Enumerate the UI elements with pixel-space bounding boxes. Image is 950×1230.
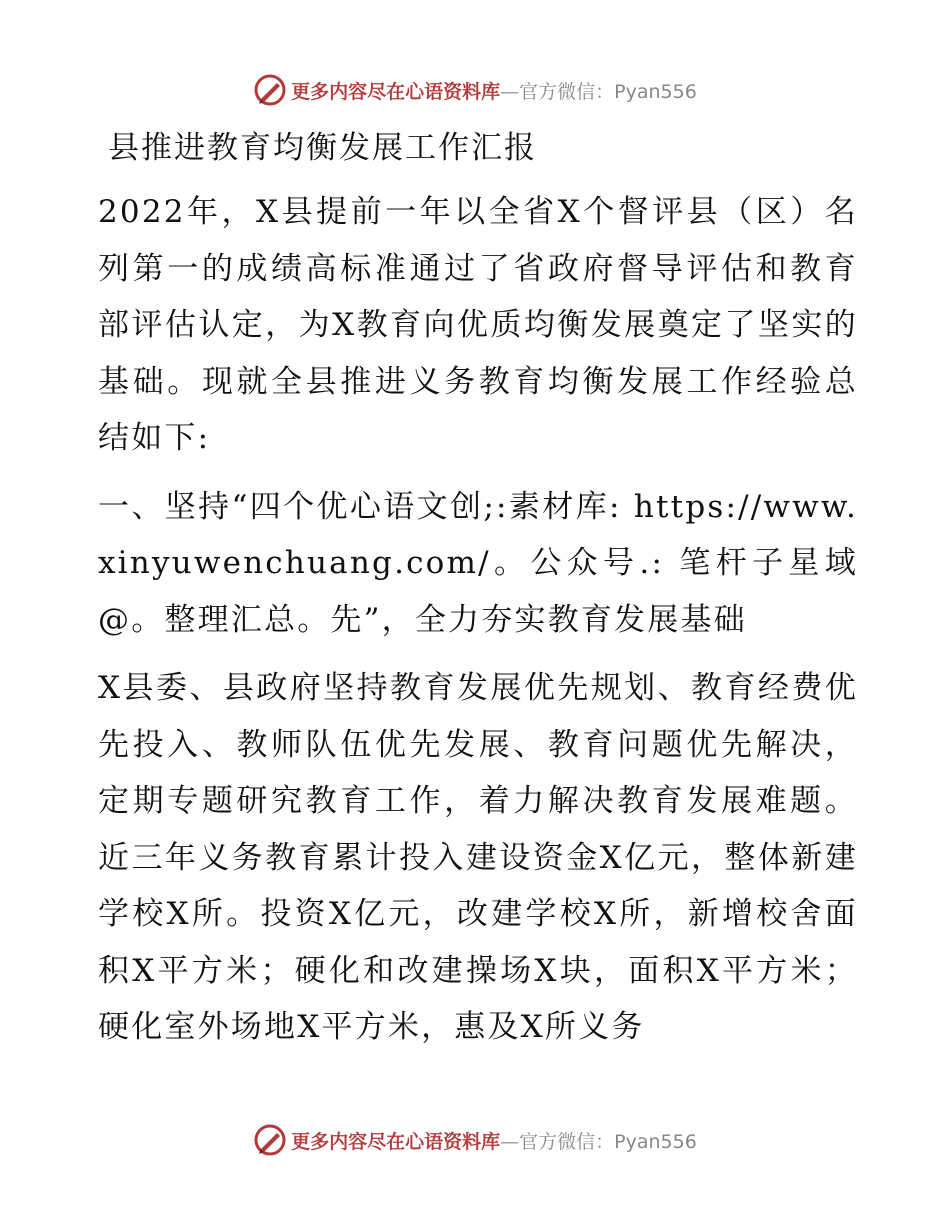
paragraph-section-heading: 一、坚持“四个优心语文创;:素材库: https://www.xinyuwenchuang.com/。公众号.: 笔杆子星域@。整理汇总。先”，全力夯实教育发展基础 bbox=[98, 488, 858, 638]
document-title: 县推进教育均衡发展工作汇报 bbox=[108, 130, 537, 166]
banner-slogan: 更多内容尽在心语资料库 bbox=[291, 1130, 501, 1153]
banner-wechat: 官方微信：Pyan556 bbox=[519, 1130, 697, 1153]
banner-separator: — bbox=[500, 1130, 520, 1153]
banner-wechat: 官方微信：Pyan556 bbox=[519, 80, 697, 103]
banner-separator: — bbox=[500, 80, 520, 103]
paragraph-intro: 2022年，X县提前一年以全省X个督评县（区）名列第一的成绩高标准通过了省政府督导评估和教育部评估认定，为X教育向优质均衡发展奠定了坚实的基础。现就全县推进义务教育均衡发展工作经验总结如下: bbox=[98, 194, 858, 456]
pen-logo-icon bbox=[253, 73, 287, 107]
document-body bbox=[98, 122, 858, 1068]
banner-text bbox=[291, 1127, 697, 1154]
pen-logo-icon bbox=[253, 1123, 287, 1157]
paragraph-section-body: X县委、县政府坚持教育发展优先规划、教育经费优先投入、教师队伍优先发展、教育问题优先解决，定期专题研究教育工作，着力解决教育发展难题。近三年义务教育累计投入建设资金X亿元，整体新建学校X所。投资X亿元，改建学校X所，新增校舍面积X平方米；硬化和改建操场X块，面积X平方米；硬化室外场地X平方米，惠及X所义务 bbox=[98, 670, 858, 1045]
banner-text bbox=[291, 77, 697, 104]
footer-banner bbox=[0, 1120, 950, 1160]
header-banner bbox=[0, 70, 950, 110]
banner-slogan: 更多内容尽在心语资料库 bbox=[291, 80, 501, 103]
